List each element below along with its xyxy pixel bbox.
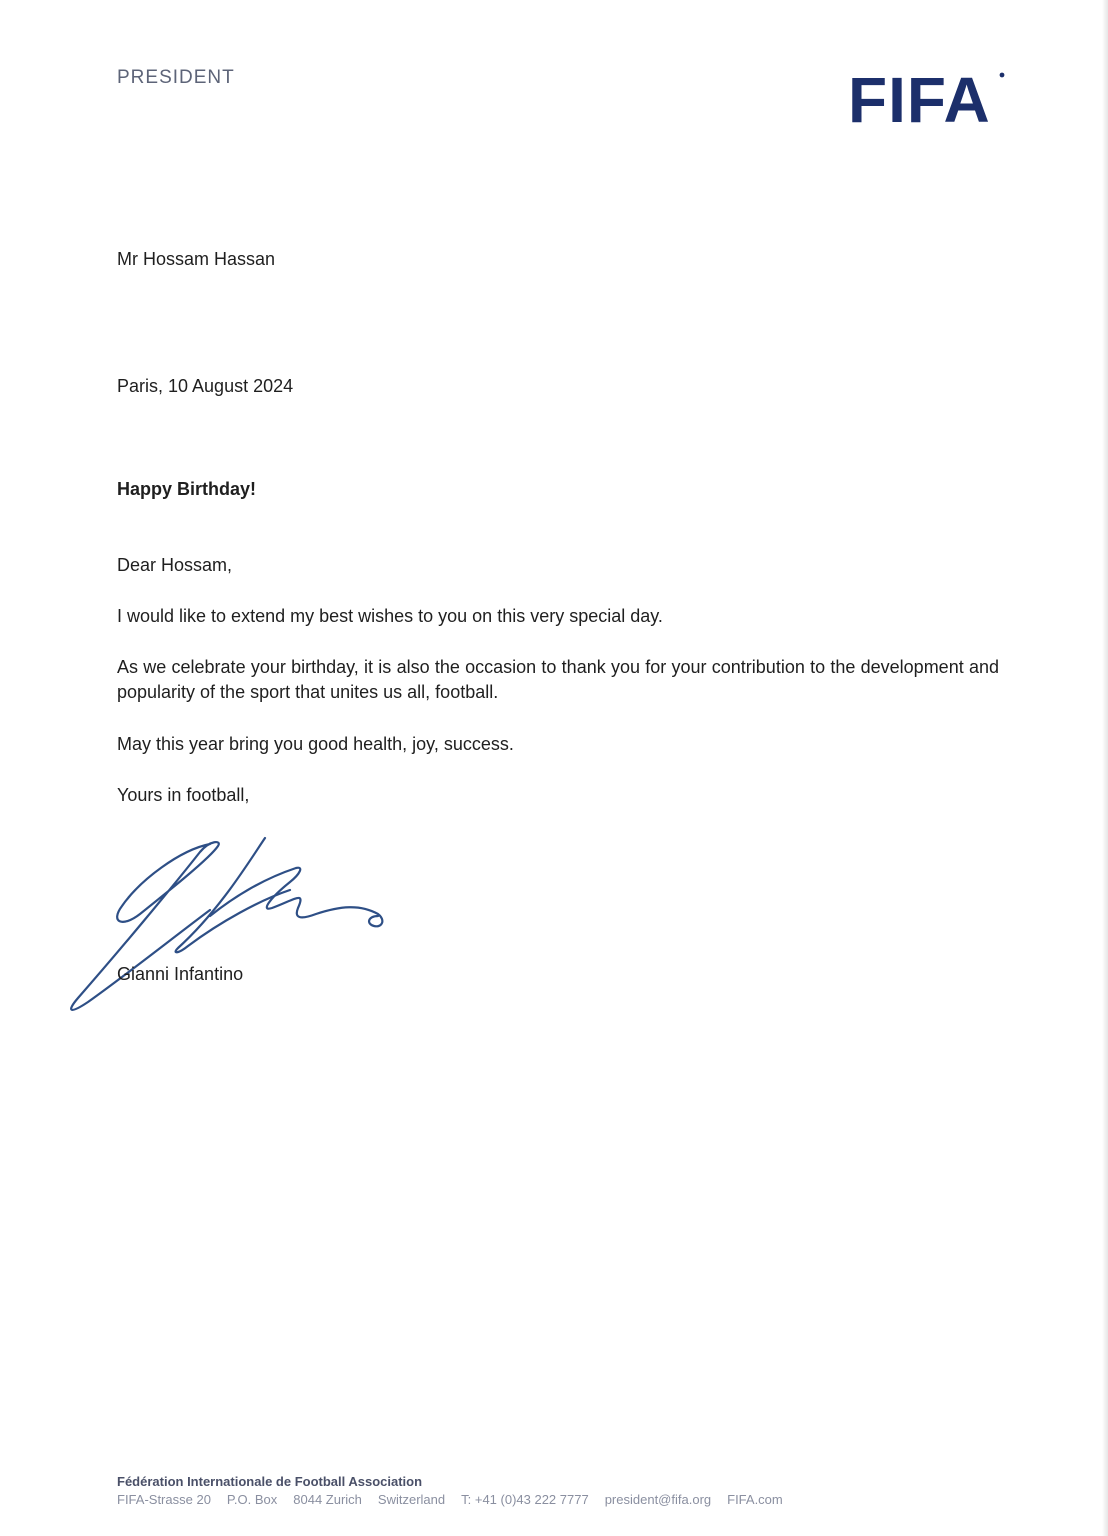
handwritten-signature	[60, 830, 400, 1020]
place-date: Paris, 10 August 2024	[117, 376, 294, 396]
footer-phone: T: +41 (0)43 222 7777	[461, 1492, 589, 1507]
signatory-name: Gianni Infantino	[117, 964, 244, 984]
letter-footer	[117, 1473, 783, 1509]
closing: Yours in football,	[117, 785, 250, 805]
footer-po-box: P.O. Box	[226, 1492, 278, 1507]
page-edge-shadow	[1102, 0, 1108, 1536]
footer-city: 8044 Zurich	[293, 1492, 362, 1507]
fifa-logo	[848, 66, 1013, 126]
letterhead-role: PRESIDENT	[117, 67, 235, 88]
letter-subject: Happy Birthday!	[117, 479, 257, 499]
salutation: Dear Hossam,	[117, 555, 233, 575]
footer-organization: Fédération Internationale de Football Association	[117, 1474, 423, 1489]
footer-email: president@fifa.org	[604, 1492, 712, 1507]
body-paragraph-1: I would like to extend my best wishes to you on this very special day.	[117, 606, 663, 626]
body-paragraph-2: As we celebrate your birthday, it is also the occasion to thank you for your contribution to the development and popularity of the sport that unites us all, football.	[117, 657, 999, 702]
footer-website: FIFA.com	[727, 1492, 783, 1507]
footer-street: FIFA-Strasse 20	[117, 1492, 211, 1507]
body-paragraph-3: May this year bring you good health, joy, success.	[117, 734, 514, 754]
footer-contact-line	[117, 1491, 783, 1509]
recipient-name: Mr Hossam Hassan	[117, 249, 276, 269]
footer-country: Switzerland	[377, 1492, 446, 1507]
svg-text:FIFA: FIFA	[848, 66, 991, 126]
